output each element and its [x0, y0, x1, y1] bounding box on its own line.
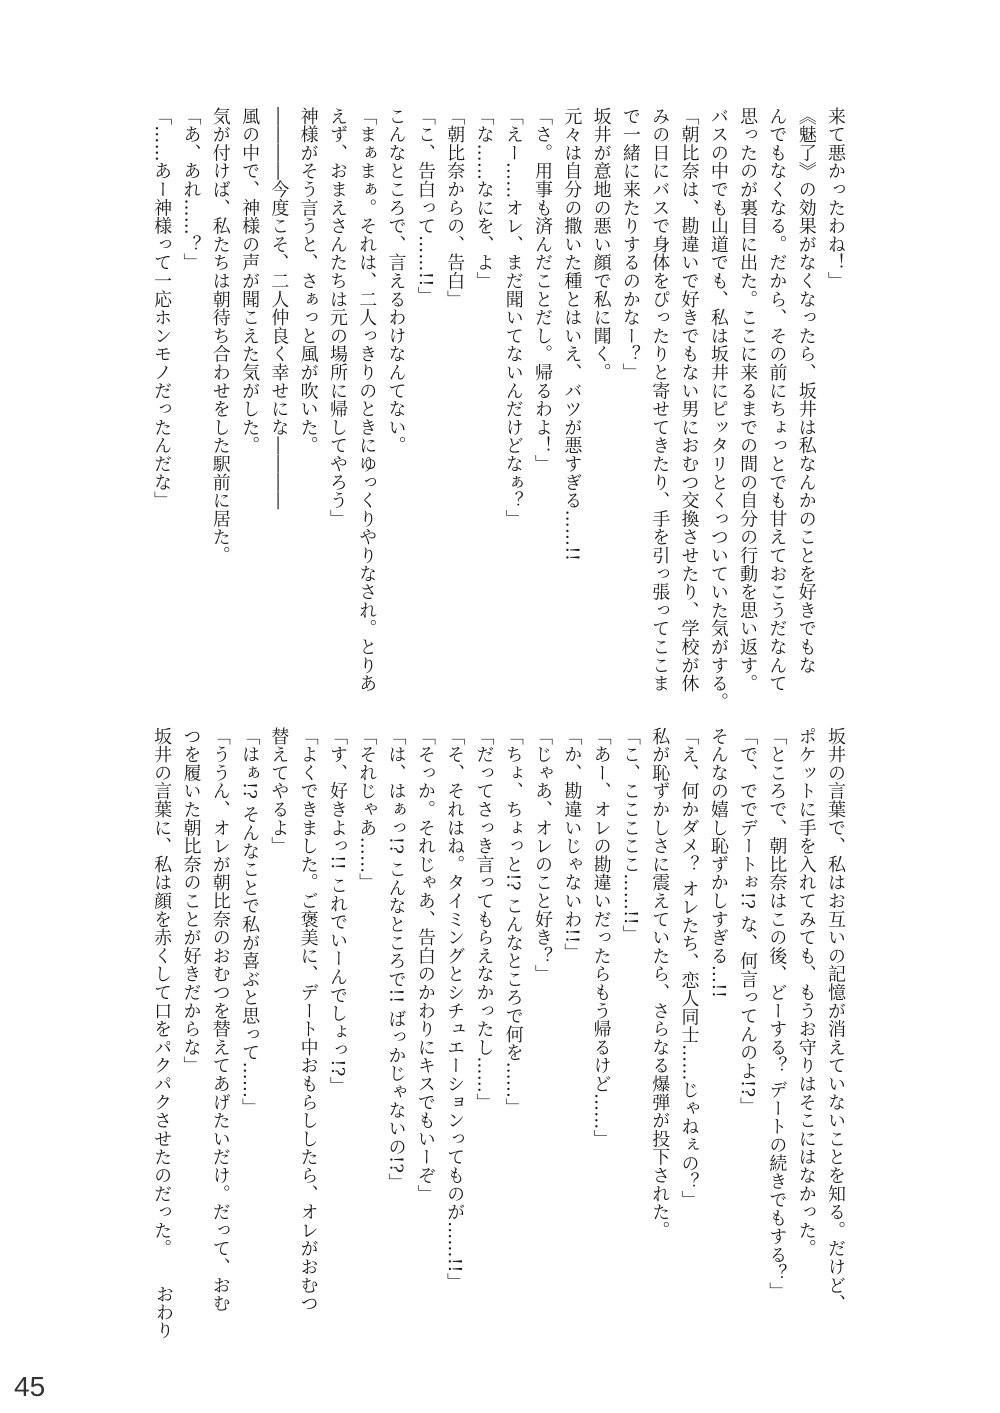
text-line: 「す、好きよっ!! これでいーんでしょっ!?」: [326, 727, 348, 1095]
text-line: 坂井の言葉で、私はお互いの記憶が消えていないことを知る。だけど、: [825, 727, 846, 1313]
text-line: 《魅了》の効果がなくなったら、坂井は私なんかのことを好きでもな: [795, 107, 817, 675]
text-line: ポケットに手を入れてみても、もうお守りはそこにはなかった。: [795, 727, 817, 1258]
text-line: バスの中でも山道でも、私は坂井にピッタリとくっついていた気がする。: [707, 107, 729, 711]
ending-wrap: [150, 1235, 180, 1339]
text-line: 「ちょ、ちょっと!? こんなところで何を……」: [502, 727, 524, 1117]
page-number: 45: [14, 1371, 46, 1402]
text-line: 「えー……オレ、まだ聞いてないんだけどなぁ？」: [502, 107, 524, 528]
text-line: 来て悪かったわね！」: [825, 107, 846, 290]
text-line: 思ったのが裏目に出た。ここに来るまでの間の自分の行動を思い返す。: [737, 107, 759, 693]
text-line: 「よくできました。ご褒美に、デート中おもらししたら、オレがおむつ: [297, 727, 319, 1313]
text-line: 「ううん、オレが朝比奈のおむつを替えてあげたいだけ。だって、おむ: [209, 727, 231, 1313]
text-line: みの日にバスで身体をぴったりと寄せてきたり、手を引っ張ってここま: [649, 107, 671, 693]
text-line: で一緒に来たりするのかなー？」: [619, 107, 641, 382]
text-line: 「朝比奈は、勘違いで好きでもない男におむつ交換させたり、学校が休: [678, 107, 700, 693]
text-line: 神様がそう言うと、さぁっと風が吹いた。: [297, 107, 319, 455]
text-line: 「さ。用事も済んだことだし。帰るわよ！」: [532, 107, 554, 473]
ending-mark: おわり: [153, 1285, 174, 1339]
text-line: んでもなくなる。だから、その前にちょっとでも甘えておこうだなんて: [766, 107, 788, 693]
text-line: 「こ、こここここ……!!」: [619, 727, 641, 944]
text-line: 「朝比奈からの、告白」: [444, 107, 466, 309]
text-line: 風の中で、神様の声が聞こえた気がした。: [239, 107, 261, 455]
text-line: 「ところで、朝比奈はこの後、どーする？ デートの続きでもする？」: [766, 727, 788, 1301]
text-line: 「はぁ!? そんなことで私が喜ぶと思って……」: [239, 727, 261, 1117]
text-block-upper: [147, 107, 850, 711]
text-line: 「……あー神様って一応ホンモノだったんだな」: [151, 107, 173, 510]
text-line: そんなの嬉し恥ずかしすぎる…!!: [707, 727, 729, 999]
text-line: 「そっか。それじゃあ、告白のかわりにキスでもいーぞ」: [414, 727, 436, 1203]
text-line: 「そ、それはね。タイミングとシチュエーションってものが……!!」: [444, 727, 466, 1292]
text-line: 「こ、告白って……!!」: [414, 107, 436, 306]
text-line: 替えてやるよ」: [268, 727, 290, 856]
text-line: 「で、ででデートぉ!? な、何言ってんのよ!?」: [737, 727, 759, 1116]
text-line: 「な……なにを、よ」: [473, 107, 495, 290]
text-line: 「あー、オレの勘違いだったらもう帰るけど……」: [590, 727, 612, 1148]
text-line: 「じゃあ、オレのこと好き？」: [532, 727, 554, 984]
text-line: えず、おまえさんたちは元の場所に帰してやろう」: [326, 107, 348, 528]
text-line: 気が付けば、私たちは朝待ち合わせをした駅前に居た。: [209, 107, 231, 565]
text-line: 「は、はぁっ!? こんなところで!! ばっかじゃないの!?」: [385, 727, 407, 1192]
text-line: 「それじゃあ……」: [356, 727, 378, 892]
text-line: 坂井が意地の悪い顔で私に聞く。: [590, 107, 612, 382]
text-line: つを履いた朝比奈のことが好きだからな」: [180, 727, 202, 1075]
text-line: 「か、勘違いじゃないわ!!」: [561, 727, 583, 962]
text-block-lower: [147, 727, 850, 1327]
text-line: 「まぁまぁ。それは、二人っきりのときにゆっくりやりなされ。とりあ: [356, 107, 378, 693]
text-line: 「あ、あれ……？」: [180, 107, 202, 272]
text-line: ――――今度こそ、二人仲良く幸せにな――――: [268, 107, 290, 510]
text-line: 元々は自分の撒いた種とはいえ、バツが悪すぎる……!!: [561, 107, 583, 562]
text-line: 私が恥ずかしさに震えていたら、さらなる爆弾が投下された。: [649, 727, 671, 1240]
text-line: 「だってさっき言ってもらえなかったし……」: [473, 727, 495, 1112]
text-line: 坂井の言葉に、私は顔を赤くして口をパクパクさせたのだった。: [151, 727, 173, 1258]
text-line: 「え、何かダメ？ オレたち、恋人同士……じゃねぇの？」: [678, 727, 700, 1209]
text-line: こんなところで、言えるわけなんてない。: [385, 107, 407, 455]
